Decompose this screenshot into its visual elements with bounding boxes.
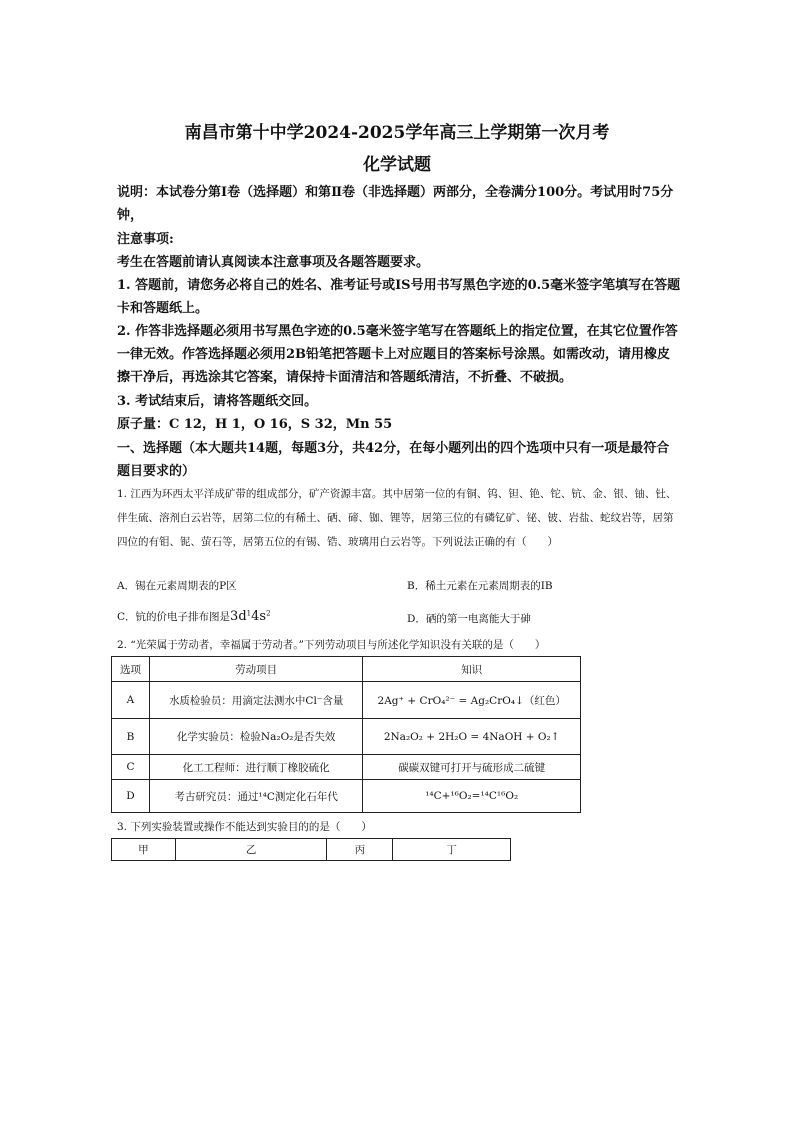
question-2-stem: 2. “光荣属于劳动者，幸福属于劳动者。”下列劳动项目与所述化学知识没有关联的是（ ） [117,639,546,651]
q2-table [111,656,581,813]
table-row: 选项 劳动项目 知识 [112,657,581,682]
q3-table [111,838,511,861]
question-1-stem: 1. 江西为环西太平洋成矿带的组成部分，矿产资源丰富。其中居第一位的有铜、钨、钽、铯、铊、钪、金、银、铀、钍、伴生硫、溶剂白云岩等，居第二位的有稀土、硒、碲、铷、锂等，居第三位的有磷钇矿、铋、铍、岩盐、蛇纹岩等，居第四位的有钼、铌、萤石等，居第五位的有锡、锆、玻璃用白云岩等。下列说法正确的有（ ） [117,488,677,548]
q1-option-d: D．硒的第一电离能大于砷 [407,613,531,625]
notes-intro: 考生在答题前请认真阅读本注意事项及各题答题要求。 [117,255,430,270]
exam-subtitle: 化学试题 [363,155,431,175]
table-row: A 水质检验员：用滴定法测水中Cl⁻含量 2Ag⁺ + CrO₄²⁻ = Ag₂CrO₄↓（红色） [112,682,581,719]
table-row: D 考古研究员：通过¹⁴C测定化石年代 ¹⁴C+¹⁶O₂=¹⁴C¹⁶O₂ [112,780,581,813]
note-1: 1. 答题前，请您务必将自己的姓名、准考证号或IS号用书写黑色字迹的0.5毫米签字笔填写在答题卡和答题纸上。 [117,278,681,316]
note-2: 2. 作答非选择题必须用书写黑色字迹的0.5毫米签字笔写在答题纸上的指定位置，在其它位置作答一律无效。作答选择题必须用2B铅笔把答题卡上对应题目的答案标号涂黑。如需改动，请用橡皮擦干净后，再选涂其它答案，请保持卡面清洁和答题纸清洁，不折叠、不破损。 [117,324,678,385]
table-row: B 化学实验员：检验Na₂O₂是否失效 2Na₂O₂ + 2H₂O = 4NaOH + O₂↑ [112,719,581,755]
question-3-stem: 3. 下列实验装置或操作不能达到实验目的的是（ ） [117,821,372,833]
table-row: 甲 乙 丙 丁 [112,839,511,861]
atomic-masses: 原子量：C 12，H 1，O 16，S 32，Mn 55 [117,417,393,432]
instructions-description: 说明：本试卷分第Ⅰ卷（选择题）和第Ⅱ卷（非选择题）两部分，全卷满分100分。考试用时75分钟， [117,185,674,223]
q1-option-a: A．锡在元素周期表的P区 [117,580,237,592]
section-heading: 一、选择题（本大题共14题，每题3分，共42分，在每小题列出的四个选项中只有一项是最符合题目要求的） [117,441,670,479]
notes-title: 注意事项: [117,232,174,247]
exam-title: 南昌市第十中学2024-2025学年高三上学期第一次月考 [184,123,610,143]
q1-option-b: B．稀土元素在元素周期表的ⅠB [407,580,553,592]
q1-option-c: C．钪的价电子排布图是$3d^14s^2$ [117,609,271,624]
table-row: C 化工工程师：进行顺丁橡胶硫化 碳碳双键可打开与硫形成二硫键 [112,755,581,780]
note-3: 3. 考试结束后，请将答题纸交回。 [117,394,318,409]
